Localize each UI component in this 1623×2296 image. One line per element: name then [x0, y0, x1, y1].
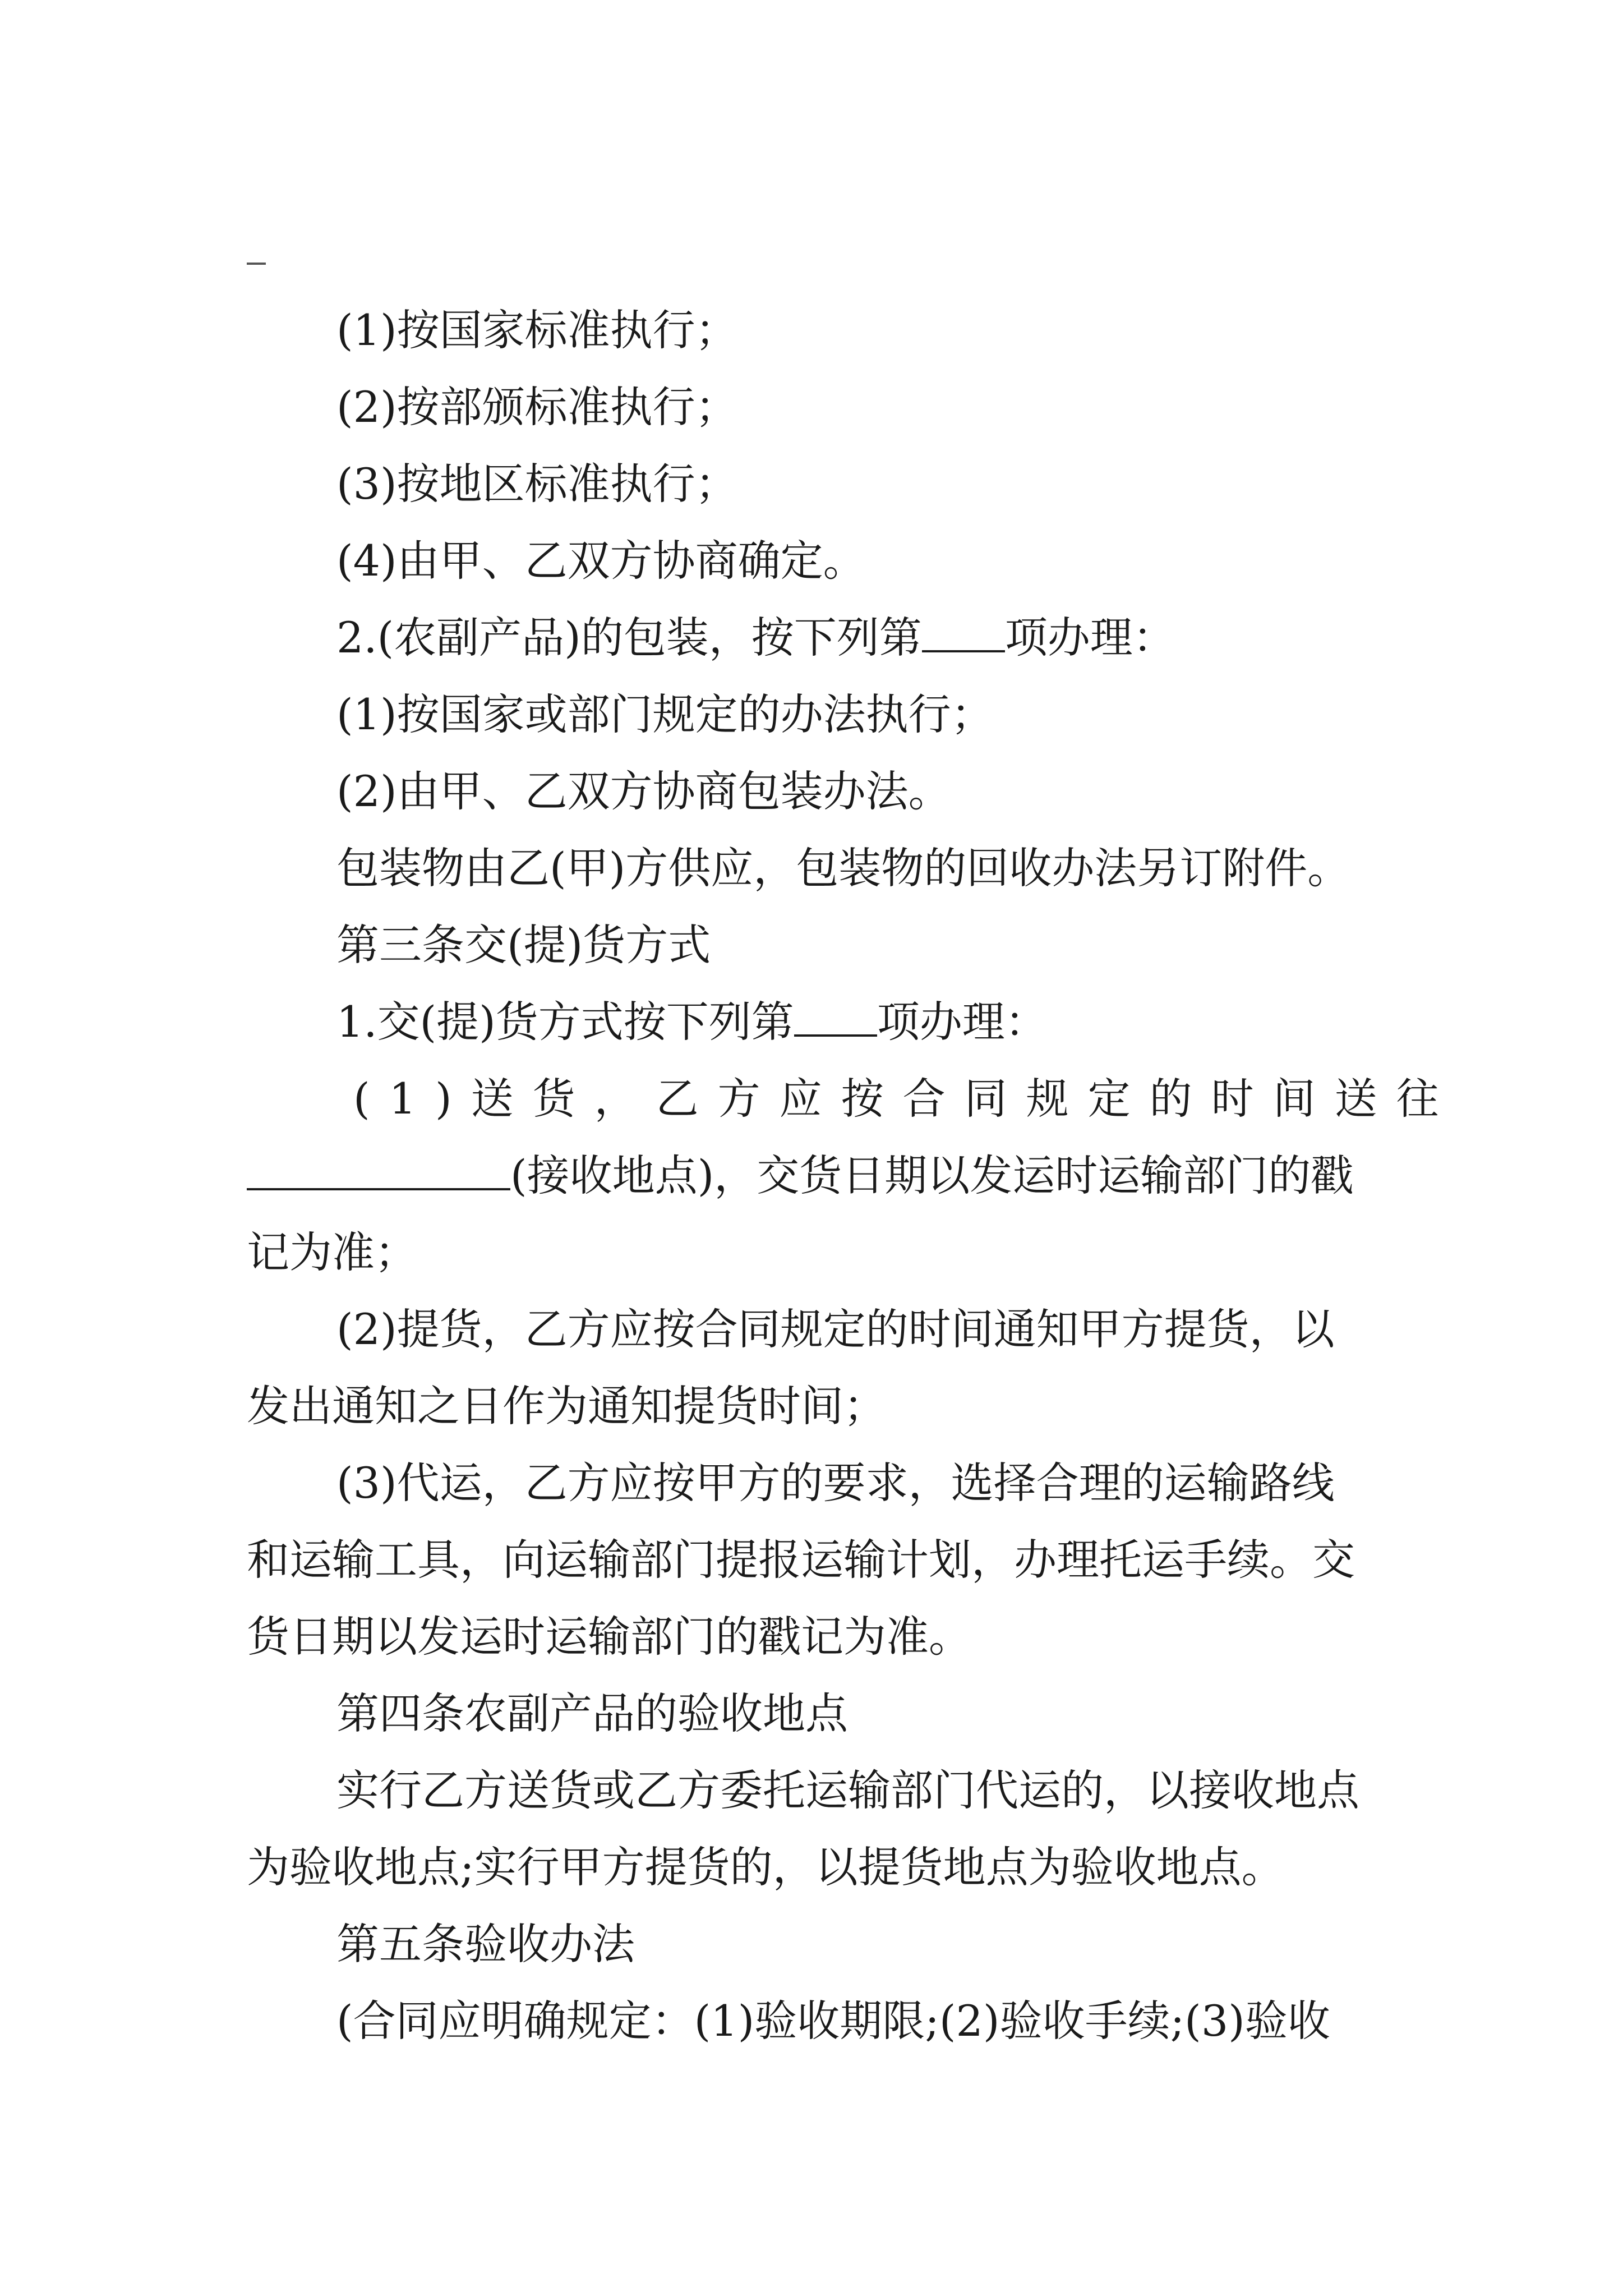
paragraph-line: 货日期以发运时运输部门的戳记为准。 [247, 1612, 971, 1662]
paragraph-line: (1)按国家或部门规定的办法执行； [336, 689, 994, 739]
paragraph-line: (3)按地区标准执行； [336, 459, 738, 509]
paragraph-line: 和运输工具，向运输部门提报运输计划，办理托运手续。交 [247, 1535, 1355, 1585]
paragraph-line: (2)由甲、乙双方协商包装办法。 [336, 766, 951, 816]
paragraph-line: (合同应明确规定：(1)验收期限;(2)验收手续;(3)验收 [336, 1996, 1330, 2046]
paragraph-line: (1)送货，乙方应按合同规定的时间送往 [353, 1074, 1458, 1124]
section-heading: 第三条交(提)货方式 [336, 920, 711, 970]
paragraph-line: 实行乙方送货或乙方委托运输部门代运的，以接收地点 [336, 1765, 1359, 1815]
paragraph-line: 为验收地点;实行甲方提货的，以提货地点为验收地点。 [247, 1842, 1284, 1892]
paragraph-line [247, 599, 1380, 676]
section-heading: 第五条验收办法 [336, 1919, 635, 1969]
paragraph-line: (2)按部颁标准执行； [336, 382, 738, 432]
section-heading: 第四条农副产品的验收地点 [336, 1688, 848, 1738]
paragraph-line [247, 1137, 1380, 1214]
paragraph-line: 发出通知之日作为通知提货时间； [247, 1381, 886, 1431]
paragraph-line: (1)按国家标准执行； [336, 305, 738, 355]
line-text: 1.交(提)货方式按下列第 [336, 997, 794, 1047]
paragraph-line: (3)代运，乙方应按甲方的要求，选择合理的运输路线 [336, 1458, 1335, 1508]
line-text: 2.(农副产品)的包装，按下列第 [336, 613, 922, 662]
header-dash [247, 263, 266, 265]
fill-in-blank [922, 615, 1005, 652]
document-body [247, 292, 1458, 2059]
paragraph-line: 记为准； [247, 1227, 417, 1277]
line-text: 项办理： [1004, 613, 1175, 662]
line-text: 项办理： [877, 997, 1048, 1047]
paragraph-line [247, 983, 1380, 1060]
paragraph-line: 包装物由乙(甲)方供应，包装物的回收办法另订附件。 [336, 843, 1350, 893]
paragraph-line: (4)由甲、乙双方协商确定。 [336, 536, 866, 586]
fill-in-blank [247, 1153, 510, 1190]
line-text: (接收地点)，交货日期以发运时运输部门的戳 [510, 1151, 1354, 1200]
paragraph-line: (2)提货，乙方应按合同规定的时间通知甲方提货，以 [336, 1304, 1335, 1354]
fill-in-blank [794, 1000, 877, 1037]
